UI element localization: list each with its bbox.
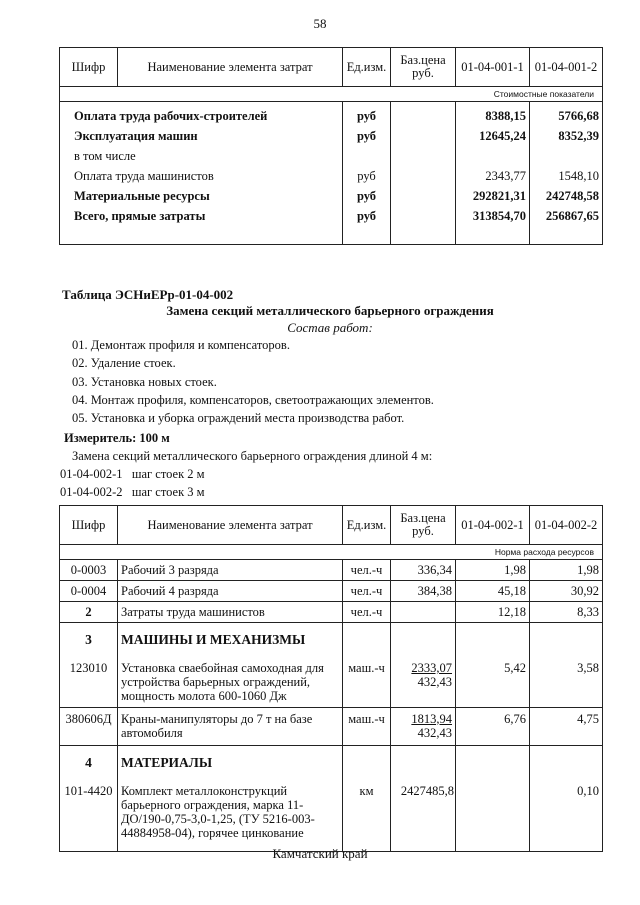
table-row (60, 657, 603, 707)
variant-line: 01-04-002-2 шаг стоек 3 м (60, 485, 205, 499)
price-value: 2333,07 (411, 661, 452, 675)
row-name: Всего, прямые затраты (60, 206, 343, 226)
row-code: 0-0004 (60, 581, 118, 602)
cost-summary-table (59, 47, 603, 245)
row-price (391, 126, 456, 146)
row-name: Установка сваебойная самоходная для устройства барьерных ограждений, мощность молота 600-1060 Дж (118, 657, 343, 707)
row-value-2: 3,58 (530, 657, 603, 707)
row-name: Рабочий 4 разряда (118, 581, 343, 602)
row-unit: руб (343, 206, 391, 226)
header-unit: Ед.изм. (343, 48, 391, 87)
row-unit: руб (343, 186, 391, 206)
row-code: 123010 (60, 657, 118, 707)
row-value-1: 292821,31 (456, 186, 530, 206)
section-row (60, 623, 603, 658)
header-variant-2: 01-04-001-2 (530, 48, 603, 87)
row-price (391, 186, 456, 206)
work-item: 04. Монтаж профиля, компенсаторов, светоотражающих элементов. (72, 393, 434, 407)
row-price: 336,34 (391, 560, 456, 581)
row-unit: маш.-ч (343, 707, 391, 745)
table-row (60, 126, 603, 146)
row-value-2: 5766,68 (530, 102, 603, 127)
row-value-2: 30,92 (530, 581, 603, 602)
row-value-1 (456, 780, 530, 852)
row-value-1: 12,18 (456, 602, 530, 623)
table-row (60, 102, 603, 127)
measure-unit: Измеритель: 100 м (64, 431, 170, 445)
section-number: 3 (60, 623, 118, 658)
table-row (60, 186, 603, 206)
row-unit: км (343, 780, 391, 852)
row-value-1: 12645,24 (456, 126, 530, 146)
row-price: 2427485,8 (391, 780, 456, 852)
row-unit: руб (343, 102, 391, 127)
work-item: 05. Установка и уборка ограждений места производства работ. (72, 411, 405, 425)
work-item: 03. Установка новых стоек. (72, 375, 217, 389)
table-row (60, 602, 603, 623)
section-title: Замена секций металлического барьерного ограждения (166, 303, 494, 318)
section-note: Замена секций металлического барьерного ограждения длиной 4 м: (72, 449, 433, 463)
row-price (391, 206, 456, 226)
row-name: Краны-манипуляторы до 7 т на базе автомобиля (118, 707, 343, 745)
row-name: Затраты труда машинистов (118, 602, 343, 623)
row-code: 0-0003 (60, 560, 118, 581)
header-name: Наименование элемента затрат (118, 506, 343, 545)
row-name: Оплата труда рабочих-строителей (60, 102, 343, 127)
row-value-1: 2343,77 (456, 166, 530, 186)
header-code: Шифр (60, 506, 118, 545)
row-name: Эксплуатация машин (60, 126, 343, 146)
row-code: 380606Д (60, 707, 118, 745)
operator-wage: 432,43 (417, 725, 452, 740)
header-name: Наименование элемента затрат (118, 48, 343, 87)
table-row (60, 707, 603, 745)
row-value-2: 8,33 (530, 602, 603, 623)
header-variant-2: 01-04-002-2 (530, 506, 603, 545)
row-name: Оплата труда машинистов (60, 166, 343, 186)
operator-wage: 432,43 (417, 675, 452, 689)
row-code: 2 (60, 602, 118, 623)
header-code: Шифр (60, 48, 118, 87)
row-value-2: 0,10 (530, 780, 603, 852)
table-row (60, 146, 603, 166)
table-caption: Таблица ЭСНиЕРр-01-04-002 (62, 287, 234, 302)
section-heading: МАШИНЫ И МЕХАНИЗМЫ (118, 623, 343, 658)
row-price: 384,38 (391, 581, 456, 602)
table-row (60, 560, 603, 581)
row-unit: руб (343, 166, 391, 186)
subheader-resource-norms: Норма расхода ресурсов (60, 545, 603, 560)
page-number: 58 (313, 16, 327, 31)
subheader-cost-indicators: Стоимостные показатели (60, 87, 603, 102)
row-value-2 (530, 146, 603, 166)
row-price (391, 146, 456, 166)
row-name: в том числе (60, 146, 343, 166)
row-name: Рабочий 3 разряда (118, 560, 343, 581)
row-value-1: 45,18 (456, 581, 530, 602)
row-value-1 (456, 146, 530, 166)
section-number: 4 (60, 745, 118, 780)
row-unit: чел.-ч (343, 560, 391, 581)
row-price (391, 102, 456, 127)
row-value-1: 8388,15 (456, 102, 530, 127)
header-variant-1: 01-04-001-1 (456, 48, 530, 87)
work-item: 02. Удаление стоек. (72, 356, 176, 370)
row-price (391, 657, 456, 707)
row-unit (343, 146, 391, 166)
row-value-2: 4,75 (530, 707, 603, 745)
row-value-2: 242748,58 (530, 186, 603, 206)
table-row (60, 226, 603, 245)
row-value-2: 1548,10 (530, 166, 603, 186)
table-row (60, 780, 603, 852)
row-value-2: 1,98 (530, 560, 603, 581)
table-row (60, 581, 603, 602)
table-row (60, 166, 603, 186)
section-row (60, 745, 603, 780)
footer-region: Камчатский край (272, 846, 368, 861)
row-unit: чел.-ч (343, 581, 391, 602)
work-item: 01. Демонтаж профиля и компенсаторов. (72, 338, 290, 352)
row-unit: маш.-ч (343, 657, 391, 707)
row-value-1: 6,76 (456, 707, 530, 745)
work-heading: Состав работ: (287, 320, 373, 335)
row-value-1: 313854,70 (456, 206, 530, 226)
row-value-2: 8352,39 (530, 126, 603, 146)
variant-line: 01-04-002-1 шаг стоек 2 м (60, 467, 205, 481)
row-value-2: 256867,65 (530, 206, 603, 226)
row-code: 101-4420 (60, 780, 118, 852)
header-base-price: Баз.цена руб. (391, 506, 456, 545)
row-price (391, 602, 456, 623)
price-value: 1813,94 (411, 711, 452, 726)
row-value-1: 1,98 (456, 560, 530, 581)
row-price (391, 707, 456, 745)
header-variant-1: 01-04-002-1 (456, 506, 530, 545)
header-base-price: Баз.цена руб. (391, 48, 456, 87)
row-name: Материальные ресурсы (60, 186, 343, 206)
section-heading: МАТЕРИАЛЫ (118, 745, 343, 780)
row-unit: руб (343, 126, 391, 146)
row-unit: чел.-ч (343, 602, 391, 623)
header-unit: Ед.изм. (343, 506, 391, 545)
table-row (60, 206, 603, 226)
row-value-1: 5,42 (456, 657, 530, 707)
row-price (391, 166, 456, 186)
resource-norm-table (59, 505, 603, 852)
row-name: Комплект металлоконструкций барьерного ограждения, марка 11-ДО/190-0,75-3,0-1,25, (ТУ 5216-003-44884958-04), горячее цинкование (118, 780, 343, 852)
